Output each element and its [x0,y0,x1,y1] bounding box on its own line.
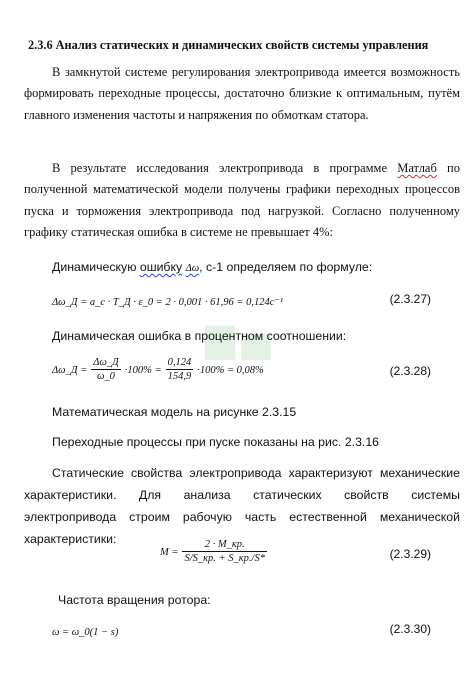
paragraph-static: Статические свойства электропривода характеризуют механические характеристики. Для анализа статических свойств системы электропривода строим рабочую часть естественной механической характеристики: [24,466,460,546]
transients-figure-line: Переходные процессы при пуске показаны на рис. 2.3.16 [52,435,380,449]
dynamic-error-before: Динамическую [52,260,140,274]
program-name: Матлаб [397,161,437,175]
equation-mid: ·100% = [124,365,162,377]
equation-lhs: Δω_Д = [52,365,88,377]
fraction-torque-numerator: 2 · M_кр. [182,538,267,552]
dynamic-error-intro [52,257,372,279]
equation-2-3-28 [52,356,473,390]
fraction-1 [91,356,121,383]
fraction-torque-denominator: S/S_кр. + S_кр./S* [184,553,265,564]
equation-number: (2.3.29) [389,547,431,561]
equation-2-3-30 [52,622,473,640]
equation-2-3-29 [160,538,473,572]
equation-number: (2.3.27) [389,292,431,306]
dynamic-error-symbol: Δω [185,263,200,274]
fraction-2-denominator: 154,9 [167,371,192,382]
dynamic-error-after: , с-1 определяем по формуле: [199,260,373,274]
equation-number: (2.3.30) [389,622,431,636]
equation-2-3-27 [52,292,473,310]
model-figure-line: Математическая модель на рисунке 2.3.15 [52,405,297,419]
fraction-2-numerator: 0,124 [167,357,192,368]
fraction-2 [166,356,194,383]
equation-lhs: M = [160,547,179,559]
paragraph-matlab-after: по полученной математической модели получены графики переходных процессов пуска и торможения электропривода под нагрузкой. Согласно полученному графику статическая ошибка в системе не превышает 4%: [24,161,460,240]
dynamic-error-underlined: ошибку [139,260,183,274]
equation-number: (2.3.28) [389,364,431,378]
fraction-1-denominator: ω_0 [97,371,115,382]
fraction-torque [182,538,267,565]
equation-formula: Δω_Д = a_c · T_Д · ε_0 = 2 · 0,001 · 61,96 = 0,124c⁻¹ [52,297,284,308]
paragraph-intro: В замкнутой системе регулирования электропривода имеется возможность формировать переходные процессы, достаточно близкие к оптимальным, путём главного изменения частоты и напряжения по обмоткам статора. [24,65,460,122]
dynamic-error-percent-line: Динамическая ошибка в процентном соотношении: [52,329,347,343]
rotor-speed-line: Частота вращения ротора: [58,593,211,607]
equation-formula: ω = ω_0(1 − s) [52,627,119,638]
paragraph-matlab-before: В результате исследования электропривода в программе [52,161,398,175]
equation-rhs: ·100% = 0,08% [197,365,264,377]
section-heading: 2.3.6 Анализ статических и динамических свойств системы управления [28,38,429,52]
paragraph-matlab [24,158,460,244]
fraction-1-numerator: Δω_Д [93,357,119,368]
